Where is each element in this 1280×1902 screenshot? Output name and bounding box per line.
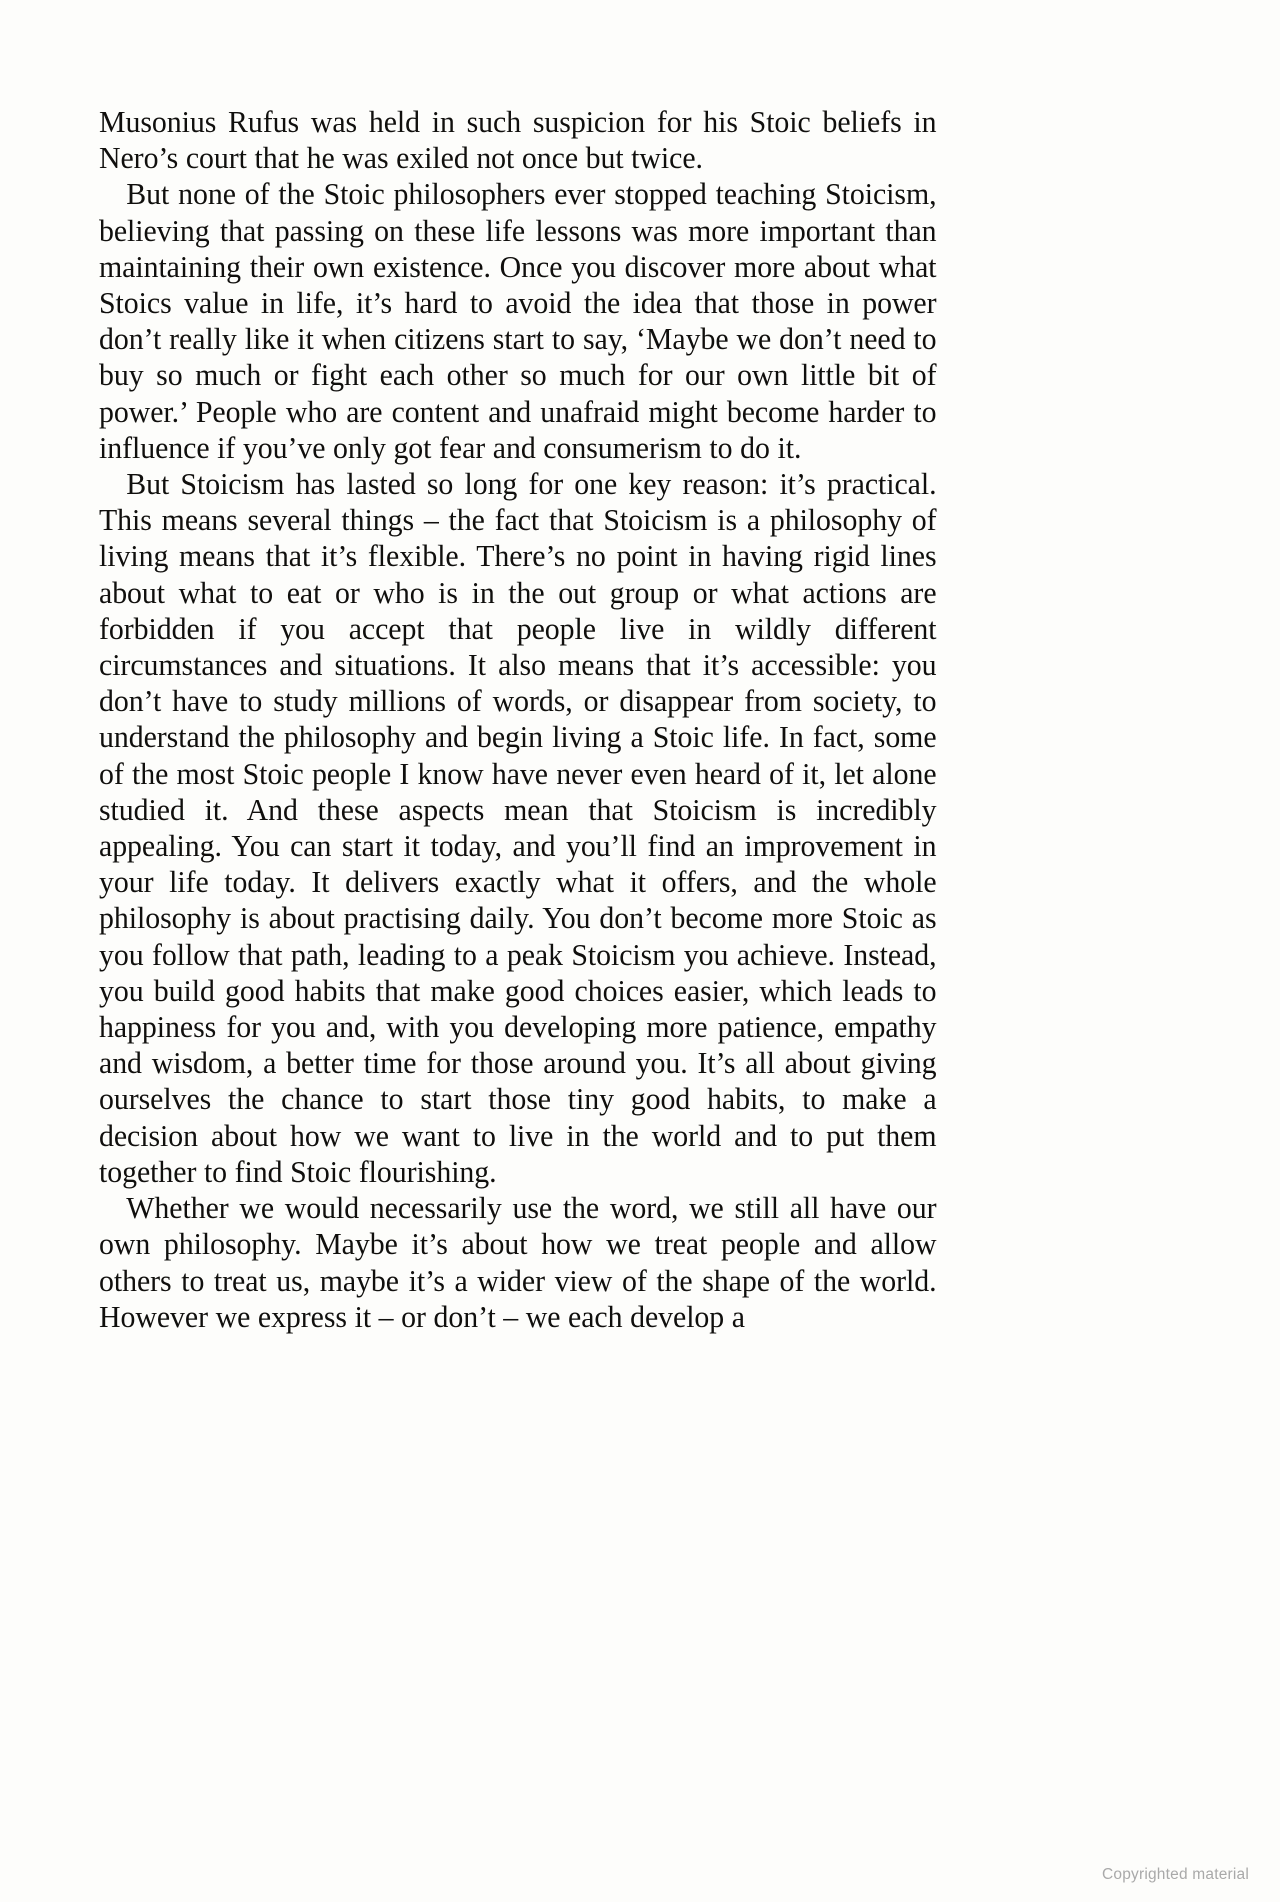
paragraph-but-stoicism-has-lasted-so-long: But Stoicism has lasted so long for one key reason: it’s practical. This means several things – the fact that Stoicism is a philosophy of living means that it’s flexible. There’s no point in having rigid lines about what to eat or who is in the out group or what actions are forbidden if you accept that people live in wildly different circumstances and situations. It also means that it’s accessible: you don’t have to study millions of words, or disappear from society, to understand the philosophy and begin living a Stoic life. In fact, some of the most Stoic people I know have never even heard of it, let alone studied it. And these aspects mean that Stoicism is incredibly appealing. You can start it today, and you’ll find an improvement in your life today. It delivers exactly what it offers, and the whole philosophy is about practising daily. You don’t become more Stoic as you follow that path, leading to a peak Stoicism you achieve. Instead, you build good habits that make good choices easier, which leads to happiness for you and, with you developing more patience, empathy and wisdom, a better time for those around you. It’s all about giving ourselves the chance to start those tiny good habits, to make a decision about how we want to live in the world and to put them together to find Stoic flourishing. <box>99 467 937 1189</box>
paragraph-but-none-of-the-stoic-philosophers: But none of the Stoic philosophers ever stopped teaching Stoicism, believing that passing on these life lessons was more important than maintaining their own existence. Once you discover more about what Stoics value in life, it’s hard to avoid the idea that those in power don’t really like it when citizens start to say, ‘Maybe we don’t need to buy so much or fight each other so much for our own little bit of power.’ People who are content and unafraid might become harder to influence if you’ve only got fear and consumerism to do it. <box>99 177 937 465</box>
paragraph-whether-we-would-necessarily: Whether we would necessarily use the word, we still all have our own philosophy. Maybe it’s about how we treat people and allow others to treat us, maybe it’s a wider view of the shape of the world. However we express it – or don’t – we each develop a <box>99 1191 937 1334</box>
body-text-column <box>99 104 958 1335</box>
copyrighted-material-notice: Copyrighted material <box>1101 1866 1249 1883</box>
paragraph-musonius-rufus: Musonius Rufus was held in such suspicion for his Stoic beliefs in Nero’s court that he was exiled not once but twice. <box>99 105 937 176</box>
